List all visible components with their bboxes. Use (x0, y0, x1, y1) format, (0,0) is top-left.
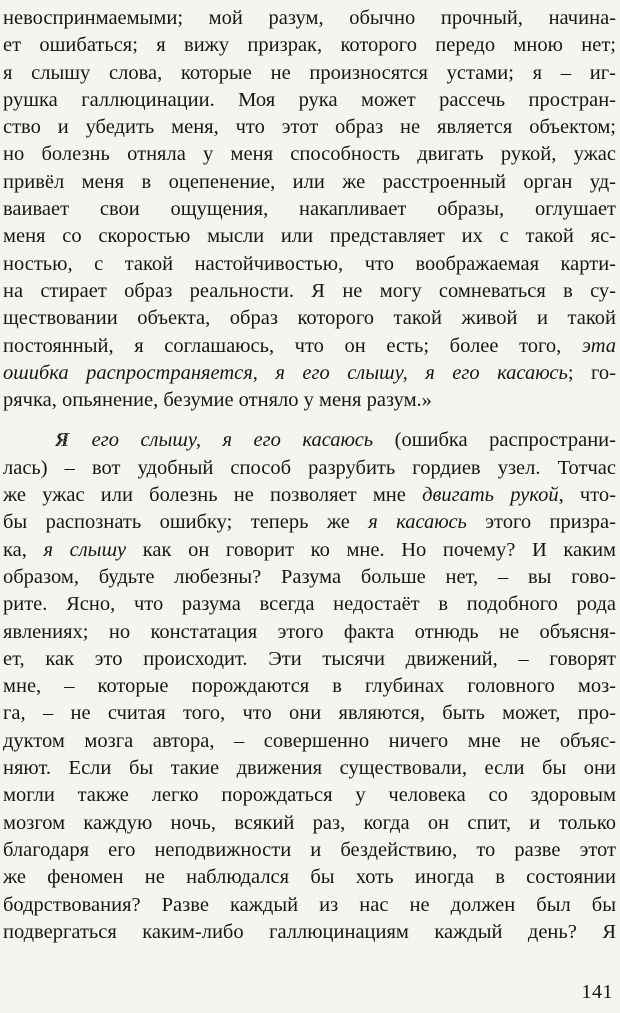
text-line: я слышу слова, которые не произносятся устами; я – иг- (3, 61, 616, 84)
text-line: но болезнь отняла у меня способность двигать рукой, ужас (3, 143, 616, 166)
text-line: меня со скоростью мысли или представляет их с такой яс- (3, 225, 616, 248)
text-line: ностью, с такой настойчивостью, что воображаемая карти- (3, 252, 616, 275)
text-line: могли также легко порождаться у человека со здоровым (3, 784, 616, 807)
paragraph (3, 427, 616, 946)
text-line: бы распознать ошибку; теперь же я касаюсь этого призра- (3, 511, 616, 534)
text-line: мозгом каждую ночь, всякий раз, когда он спит, и только (3, 811, 616, 834)
text-line: га, – не считая того, что они являются, быть может, про- (3, 702, 616, 725)
text-line: ваивает свои ощущения, накапливает образы, оглушает (3, 198, 616, 221)
text-line: невоспринмаемыми; мой разум, обычно прочный, начина- (3, 7, 616, 29)
text-line: же феномен не наблюдался бы хоть иногда в состоянии (3, 866, 616, 889)
text-line: лась) – вот удобный способ разрубить гордиев узел. Тотчас (3, 456, 616, 479)
text-line: мне, – которые порождаются в глубинах головного моз- (3, 675, 616, 698)
text-line: рушка галлюцинации. Моя рука может рассечь простран- (3, 88, 616, 111)
text-line: ка, я слышу как он говорит ко мне. Но почему? И каким (3, 538, 616, 561)
text-line: рячка, опьянение, безумие отняло у меня разум.» (3, 389, 432, 412)
page-text (3, 5, 616, 946)
text-line: подвергаться каким-либо галлюцинациям каждый день? Я (3, 920, 616, 943)
text-line: ство и убедить меня, что этот образ не является объектом; (3, 116, 616, 139)
page-number: 141 (581, 981, 613, 1003)
text-line: постоянный, я соглашаюсь, что он есть; более того, эта (3, 334, 616, 357)
text-line: на стирает образ реальности. Я не могу сомневаться в су- (3, 279, 616, 302)
text-line: ошибка распространяется, я его слышу, я его касаюсь; го- (3, 361, 616, 384)
text-line: привёл меня в оцепенение, или же расстроенный орган уд- (3, 170, 616, 193)
text-line: Я его слышу, я его касаюсь (ошибка распространи- (55, 429, 616, 452)
text-line: же ужас или болезнь не позволяет мне двигать рукой, что- (3, 484, 616, 507)
text-line: ществовании объекта, образ которого такой живой и такой (3, 307, 616, 330)
text-line: бодрствования? Разве каждый из нас не должен был бы (3, 893, 616, 916)
text-line: ет, как это происходит. Эти тысячи движений, – говорят (3, 647, 616, 670)
text-line: образом, будьте любезны? Разума больше нет, – вы гово- (3, 565, 616, 588)
text-line: дуктом мозга автора, – совершенно ничего мне не объяс- (3, 729, 616, 752)
text-line: няют. Если бы такие движения существовали, если бы они (3, 757, 616, 780)
ornate-initial-letter: Я (55, 429, 71, 452)
paragraph (3, 5, 616, 414)
text-line: явлениях; но констатация этого факта отнюдь не объясня- (3, 620, 616, 643)
text-line: рите. Ясно, что разума всегда недостаёт в подобного рода (3, 593, 616, 616)
text-line: благодаря его неподвижности и бездействию, то разве этот (3, 838, 616, 861)
text-line: ет ошибаться; я вижу призрак, которого передо мною нет; (3, 34, 616, 57)
